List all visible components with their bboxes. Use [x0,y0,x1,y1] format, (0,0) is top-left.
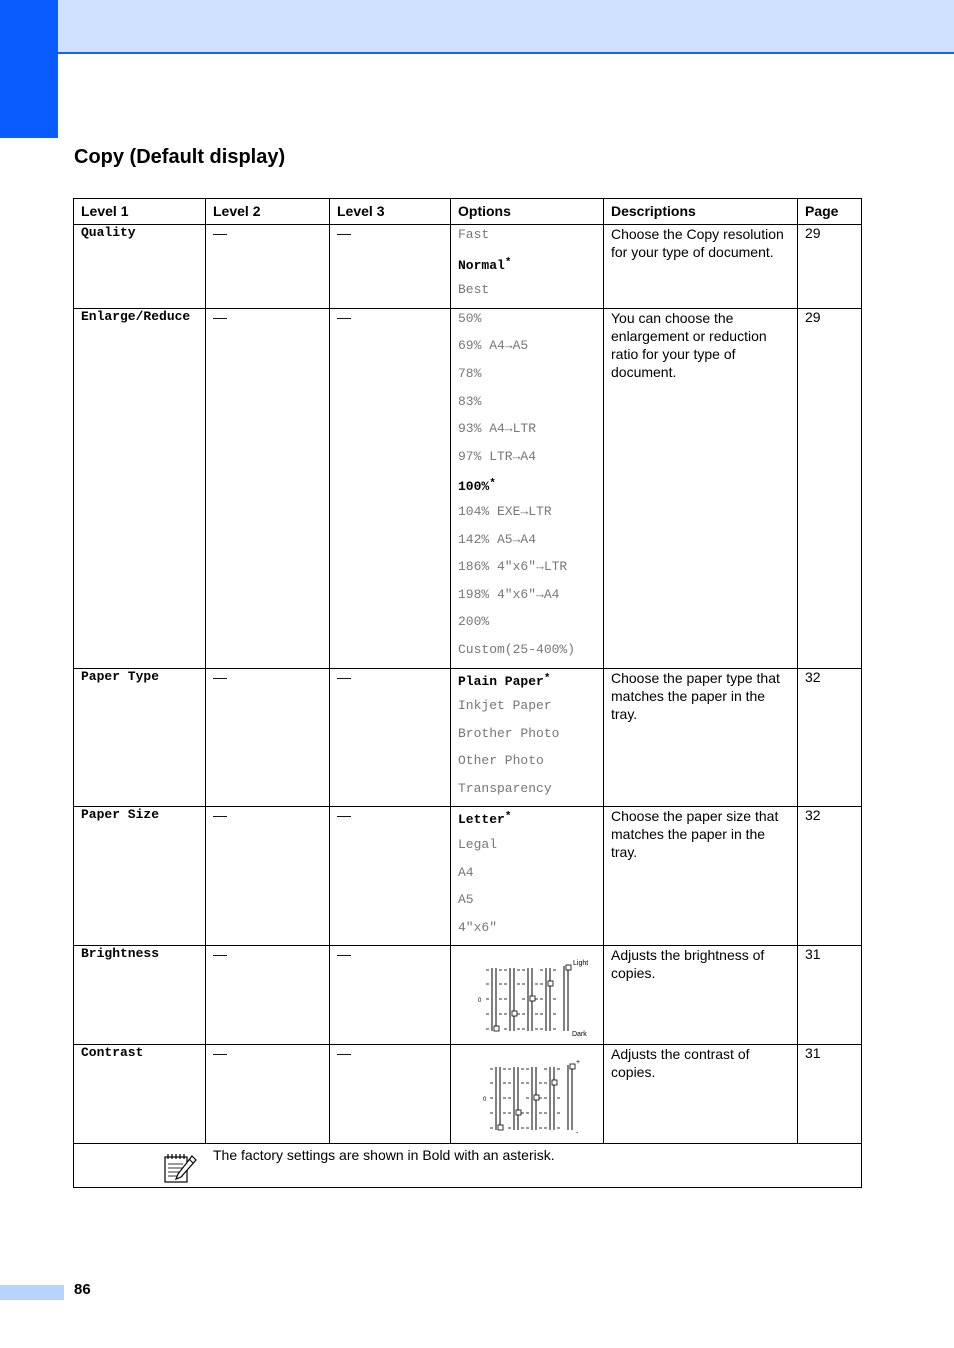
option-item [458,696,596,724]
section-title: Copy (Default display) [74,146,286,168]
option-item [458,807,596,835]
table-header-row [74,199,862,225]
page-cell: 29 [798,225,862,309]
header-band [58,0,954,54]
level3-cell: — [330,225,451,309]
option-item [458,447,596,475]
option-label: A4 [458,864,474,880]
option-label: Plain Paper [458,673,544,689]
options-cell [451,308,604,668]
page-cell: 31 [798,946,862,1045]
option-item [458,751,596,779]
option-item [458,669,596,697]
level2-cell: — [206,225,330,309]
option-item [458,890,596,918]
option-item [458,530,596,558]
option-label: Other Photo [458,753,544,769]
option-label: 93% A4→LTR [458,421,537,437]
level3-cell: — [330,308,451,668]
description-cell: Adjusts the brightness of copies. [604,946,798,1045]
option-item [458,280,596,308]
level2-cell: — [206,807,330,946]
option-label: Fast [458,227,490,242]
option-label: 104% EXE→LTR [458,503,552,519]
footer-band [0,1285,64,1300]
option-item [458,364,596,392]
header-level1: Level 1 [74,199,206,225]
page-cell: 29 [798,308,862,668]
option-item [458,835,596,863]
settings-table [73,198,862,1188]
default-asterisk: * [489,478,496,491]
level1-cell: Contrast [74,1045,206,1144]
description-cell: You can choose the enlargement or reduction ratio for your type of document. [604,308,798,668]
description-cell: Adjusts the contrast of copies. [604,1045,798,1144]
table-row [74,946,862,1045]
option-label: 142% A5→A4 [458,531,537,547]
page-cell: 32 [798,668,862,807]
zero-label: 0 [478,998,482,1005]
description-cell: Choose the Copy resolution for your type of document. [604,225,798,309]
contrast-graphic-cell [451,1045,604,1144]
header-descriptions: Descriptions [604,199,798,225]
option-label: A5 [458,892,474,908]
option-label: 50% [458,310,482,326]
level2-cell: — [206,308,330,668]
option-item [458,863,596,891]
options-cell [451,807,604,946]
default-asterisk: * [504,811,512,824]
option-item [458,724,596,752]
chapter-tab [0,0,58,138]
header-level2: Level 2 [206,199,330,225]
header-page: Page [798,199,862,225]
option-label: Legal [458,837,498,853]
option-label: 97% LTR→A4 [458,448,537,464]
table-row [74,1045,862,1144]
description-cell: Choose the paper size that matches the paper in the tray. [604,807,798,946]
option-item [458,474,596,502]
level1-cell: Brightness [74,946,206,1045]
option-item [458,392,596,420]
option-label: Letter [458,812,505,828]
table-row [74,308,862,668]
option-item [458,612,596,640]
table-row [74,668,862,807]
level1-cell: Quality [74,225,206,309]
level2-cell: — [206,1045,330,1144]
option-item [458,779,596,807]
option-label: Normal [458,257,505,273]
note-row [74,1144,862,1188]
option-item [458,419,596,447]
options-cell [451,225,604,309]
option-item [458,918,596,946]
option-label: Transparency [458,780,552,796]
option-label: 78% [458,365,482,381]
option-label: 186% 4"x6"→LTR [458,559,568,575]
option-label: Brother Photo [458,725,560,741]
note-text: The factory settings are shown in Bold with an asterisk. [213,1147,555,1164]
option-item [458,557,596,585]
description-cell: Choose the paper type that matches the paper in the tray. [604,668,798,807]
level3-cell: — [330,807,451,946]
default-asterisk: * [543,672,551,685]
option-item [458,336,596,364]
brightness-scale-graphic [458,946,589,1039]
level3-cell: — [330,1045,451,1144]
option-label: 4"x6" [458,919,498,935]
minus-label: - [576,1130,579,1138]
level1-cell: Paper Size [74,807,206,946]
level2-cell: — [206,668,330,807]
option-item [458,225,596,253]
option-item [458,585,596,613]
note-cell [74,1144,862,1188]
dark-label: Dark [572,1031,587,1039]
option-item [458,309,596,337]
options-cell [451,668,604,807]
option-item [458,253,596,281]
zero-label: 0 [483,1097,487,1104]
option-label: 200% [458,614,490,630]
level1-cell: Paper Type [74,668,206,807]
option-label: 69% A4→A5 [458,338,529,354]
option-label: Custom(25-400%) [458,641,576,657]
brightness-graphic-cell [451,946,604,1045]
light-label: Light [573,960,589,968]
option-item [458,502,596,530]
table-row [74,807,862,946]
table-row [74,225,862,309]
page-cell: 31 [798,1045,862,1144]
level3-cell: — [330,946,451,1045]
page-cell: 32 [798,807,862,946]
default-asterisk: * [504,256,512,269]
option-label: 100% [458,479,490,495]
level2-cell: — [206,946,330,1045]
option-label: 198% 4"x6"→A4 [458,586,560,602]
contrast-scale-graphic [458,1045,581,1138]
header-level3: Level 3 [330,199,451,225]
level1-cell: Enlarge/Reduce [74,308,206,668]
note-pencil-icon [163,1150,197,1189]
option-label: Best [458,282,490,298]
level3-cell: — [330,668,451,807]
header-options: Options [451,199,604,225]
plus-label: + [576,1059,581,1067]
option-label: 83% [458,393,482,409]
page-number: 86 [74,1281,91,1298]
option-item [458,640,596,668]
option-label: Inkjet Paper [458,698,552,714]
